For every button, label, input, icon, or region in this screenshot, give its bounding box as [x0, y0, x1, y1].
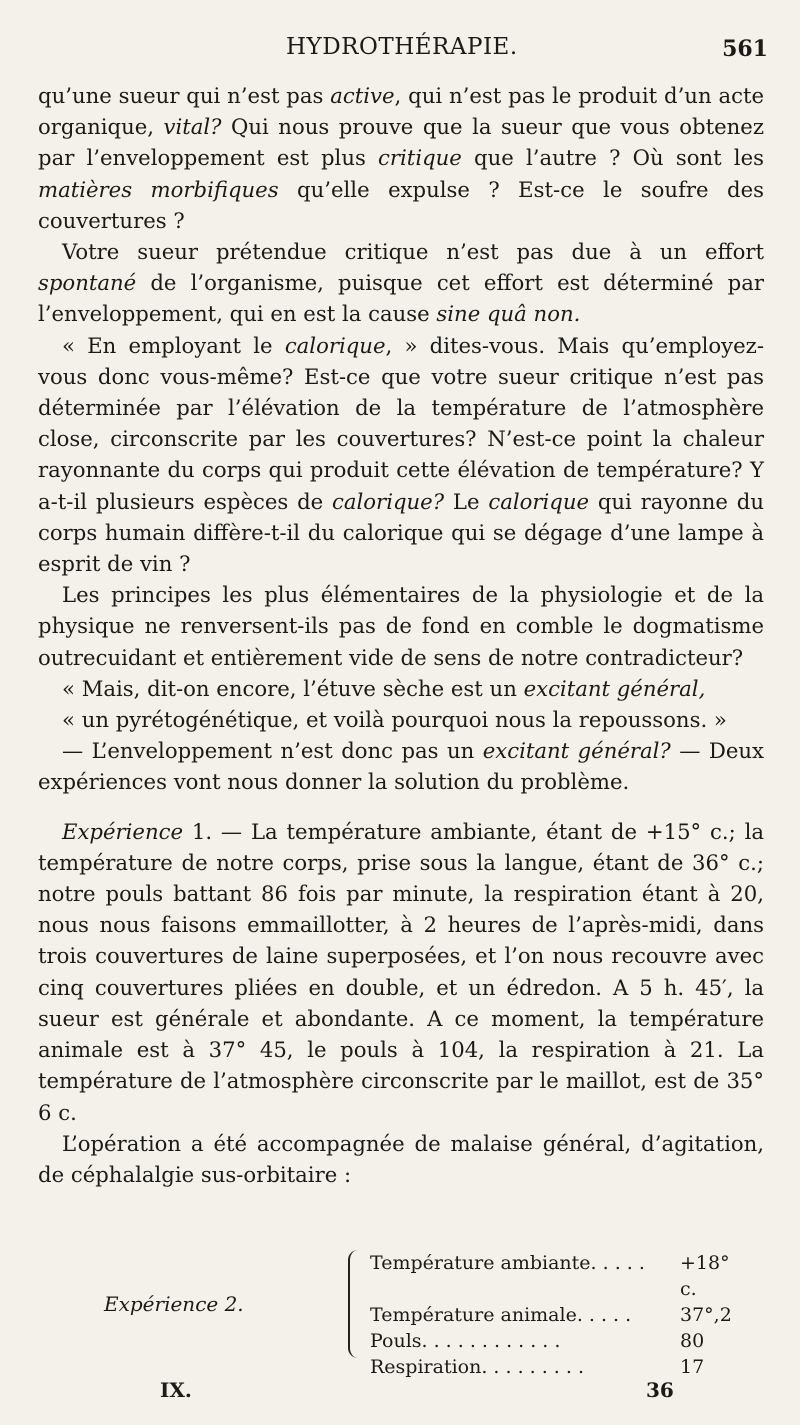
paragraph-6: « un pyrétogénétique, et voilà pourquoi nous la repoussons. » — [62, 707, 727, 733]
page-footer — [0, 1378, 800, 1408]
paragraph-7: — L’enveloppement n’est donc pas un excitant général? — Deux expériences vont nous donner la solution du problème. — [38, 738, 764, 795]
paragraph-2: Votre sueur prétendue critique n’est pas due à un effort spontané de l’organisme, puisque cet effort est déterminé par l’enveloppement, qui en est la cause sine quâ non. — [38, 239, 764, 327]
summary-row: Respiration. . . . . . . . . 17 — [370, 1356, 705, 1378]
brace-icon — [348, 1250, 364, 1358]
body-text — [38, 80, 764, 1190]
paragraph-experience-1: Expérience 1. — La température ambiante, étant de +15° c.; la température de notre corps, prise sous la langue, étant de 36° c.; notre pouls battant 86 fois par minute, la respiration étant à 20, nous nous faisons emmaillotter, à 2 heures de l’après-midi, dans trois couvertures de laine superposées, et l’on nous recouvre avec cinq couvertures pliées en double, et un édredon. A 5 h. 45′, la sueur est générale et abondante. A ce moment, la température animale est à 37° 45, le pouls à 104, la respiration à 21. La température de l’atmosphère circonscrite par le maillot, est de 35° 6 c. — [38, 818, 764, 1125]
summary-label: Expérience 2. — [104, 1292, 244, 1316]
experience-2-summary — [100, 1250, 732, 1378]
signature-mark: IX. — [160, 1378, 192, 1402]
paragraph-4: Les principes les plus élémentaires de la physiologie et de la physique ne renversent-ils pas de fond en comble le dogmatisme outrecuidant et entièrement vide de sens de notre contradicteur? — [38, 582, 764, 670]
page-number: 561 — [722, 36, 768, 62]
running-title: HYDROTHÉRAPIE. — [286, 34, 518, 60]
paragraph-5: « Mais, dit-on encore, l’étuve sèche est un excitant général, — [62, 675, 706, 701]
running-head — [0, 28, 800, 68]
summary-row: Pouls. . . . . . . . . . . . 80 — [370, 1330, 705, 1352]
paragraph-9: L’opération a été accompagnée de malaise général, d’agitation, de céphalalgie sus-orbitaire : — [38, 1130, 764, 1187]
summary-row: Température animale. . . . . 37°,2 — [370, 1304, 732, 1326]
paragraph-3: « En employant le calorique, » dites-vous. Mais qu’employez-vous donc vous-même? Est-ce que votre sueur critique n’est pas déterminée par l’élévation de la température de l’atmosphère close, circonscrite par les couvertures? N’est-ce point la chaleur rayonnante du corps qui produit cette élévation de température? Y a-t-il plusieurs espèces de calorique? Le calorique qui rayonne du corps humain diffère-t-il du calorique qui se dégage d’une lampe à esprit de vin ? — [38, 332, 765, 577]
paragraph-1: qu’une sueur qui n’est pas active, qui n’est pas le produit d’un acte organique, vital? Qui nous prouve que la sueur que vous obtenez par l’enveloppement est plus critique que l’autre ? Où sont les matières morbifiques qu’elle expulse ? Est-ce le soufre des couvertures ? — [38, 83, 765, 233]
sheet-number: 36 — [646, 1378, 674, 1402]
summary-rows — [370, 1250, 740, 1380]
summary-row: Température ambiante. . . . . +18° c. — [370, 1252, 730, 1300]
